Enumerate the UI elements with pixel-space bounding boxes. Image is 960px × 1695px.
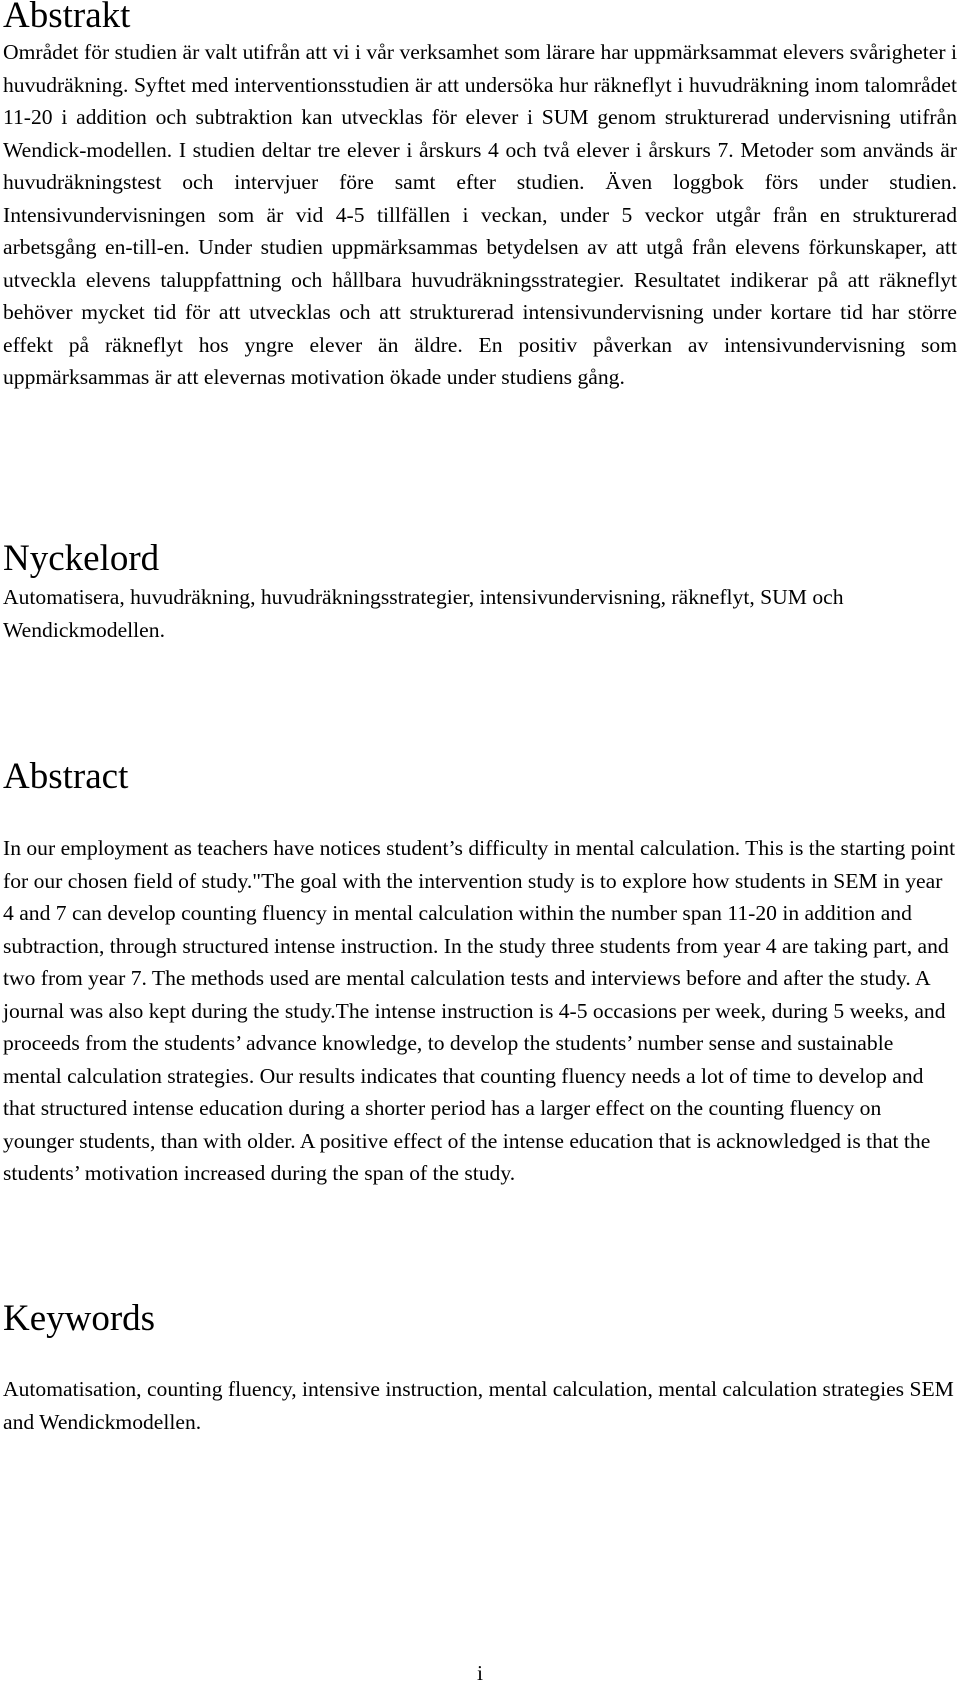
abstrakt-section-heading <box>3 0 957 37</box>
nyckelord-section-body <box>3 581 957 646</box>
page-number: i <box>477 1661 483 1685</box>
keywords-section-body <box>3 1373 957 1438</box>
abstract-paragraph: In our employment as teachers have notices student’s difficulty in mental calculation. This is the starting point for our chosen field of study."The goal with the intervention study is to explore how students in SEM in year 4 and 7 can develop counting fluency in mental calculation within the number span 11-20 in addition and subtraction, through structured intense instruction. In the study three students from year 4 are taking part, and two from year 7. The methods used are mental calculation tests and interviews before and after the study. A journal was also kept during the study.The intense instruction is 4-5 occasions per week, during 5 weeks, and proceeds from the students’ advance knowledge, to develop the students’ number sense and sustainable mental calculation strategies. Our results indicates that counting fluency needs a lot of time to develop and that structured intense education during a shorter period has a larger effect on the counting fluency on younger students, than with older. A positive effect of the intense education that is acknowledged is that the students’ motivation increased during the span of the study. <box>3 836 956 1185</box>
abstrakt-heading: Abstrakt <box>3 0 131 36</box>
nyckelord-paragraph: Automatisera, huvudräkning, huvudräkningsstrategier, intensivundervisning, räkneflyt, SUM och Wendickmodellen. <box>3 585 844 642</box>
abstract-section-heading <box>3 756 957 798</box>
nyckelord-section-heading <box>3 538 957 580</box>
abstrakt-section-body <box>3 36 957 394</box>
abstrakt-paragraph: Området för studien är valt utifrån att vi i vår verksamhet som lärare har uppmärksammat elevers svårigheter i huvudräkning. Syftet med interventionsstudien är att undersöka hur räkneflyt i huvudräkning inom talområdet 11-20 i addition och subtraktion kan utvecklas för elever i SUM genom strukturerad undervisning utifrån Wendick-modellen. I studien deltar tre elever i årskurs 4 och två elever i årskurs 7. Metoder som används är huvudräkningstest och intervjuer före samt efter studien. Även loggbok förs under studien. Intensivundervisningen som är vid 4-5 tillfällen i veckan, under 5 veckor utgår från en strukturerad arbetsgång en-till-en. Under studien uppmärksammas betydelsen av att utgå från elevens förkunskaper, att utveckla elevens taluppfattning och hållbara huvudräkningsstrategier. Resultatet indikerar på att räkneflyt behöver mycket tid för att utvecklas och att strukturerad intensivundervisning under kortare tid har större effekt på räkneflyt hos yngre elever än äldre. En positiv påverkan av intensivundervisning som uppmärksammas är att elevernas motivation ökade under studiens gång. <box>3 40 957 389</box>
keywords-paragraph: Automatisation, counting fluency, intensive instruction, mental calculation, mental calculation strategies SEM and Wendickmodellen. <box>3 1377 954 1434</box>
nyckelord-heading: Nyckelord <box>3 538 160 579</box>
abstract-heading: Abstract <box>3 756 129 797</box>
keywords-section-heading <box>3 1298 957 1340</box>
keywords-heading: Keywords <box>3 1298 156 1339</box>
abstract-section-body <box>3 832 957 1190</box>
